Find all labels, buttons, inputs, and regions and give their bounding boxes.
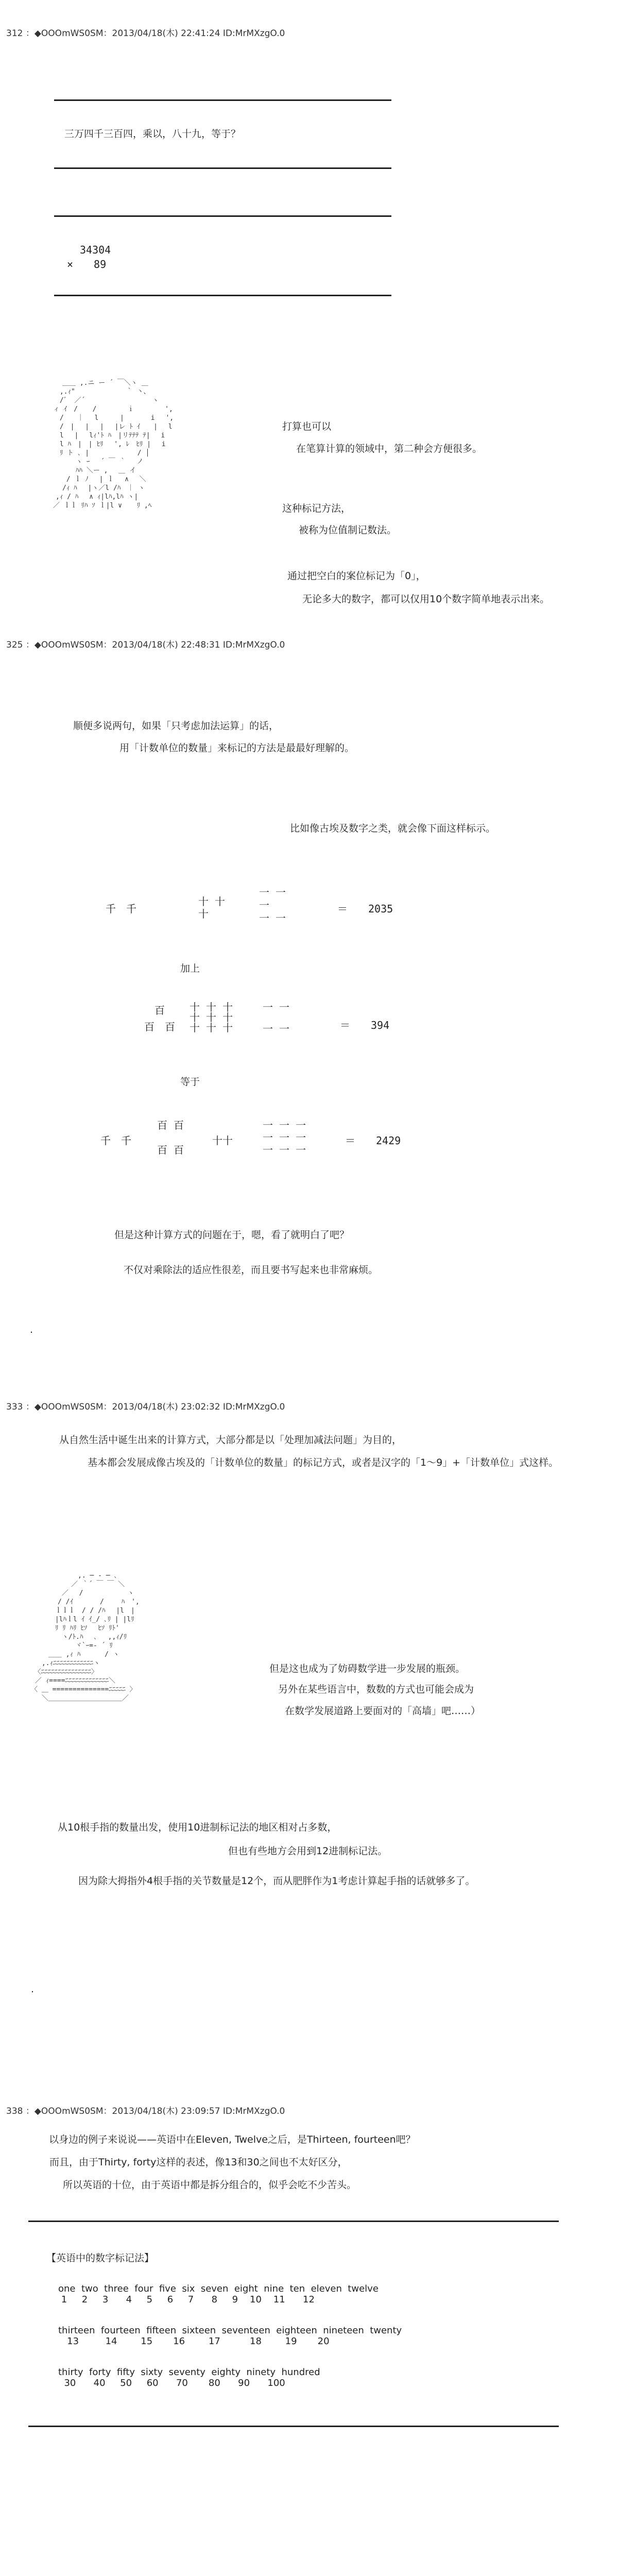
post-text-line: 但是这种计算方式的问题在于，嗯，看了就明白了吧？ xyxy=(114,1229,350,1241)
plus-label: 加上 xyxy=(180,963,200,974)
post-text-line: 但是这也成为了妨碍数学进一步发展的瓶颈。 xyxy=(269,1663,466,1674)
egyptian-ones: 一 一 一 一 xyxy=(263,1001,290,1035)
character-ascii-art: ,. ─ ‐ ─ ､ ／ ｀´ ￣ ￣ ＼ ／ / ヽ / /ｲ / ﾊ ', ｌｌｌ / / /ﾊ |l | |lﾊｌl ｲ ｲ_/ ､ﾘ | |lﾘ ﾘ ﾘ ﾊﾘ ﾋｿ ﾋｿ ﾘﾄ' ヽ/ﾄ.ﾊ ､ ,,ｨ/ﾘ ヾ`ｰ=‐ ´ ﾘ ＿＿ ,ｨ ﾊ / ヽ ,.ｨﾆﾆﾆﾆﾆﾆﾆﾆﾆﾆﾆﾆヽ 〈ﾆﾆﾆﾆﾆﾆﾆﾆﾆﾆﾆﾆﾆﾆﾆ〉 ／ ｨ====ﾆﾆﾆﾆﾆﾆﾆﾆﾆﾆﾆﾆﾆ＼ 〈 ＿ ==============ﾆﾆﾆﾆﾆ 〉 ＼＿＿＿＿＿＿＿＿＿＿＿／ xyxy=(31,1572,140,1702)
divider xyxy=(54,167,391,169)
post-text-line: 以身边的例子来说说——英语中在Eleven, Twelve之后，是Thirteen, fourteen吧？ xyxy=(49,2134,416,2145)
post-text-line: 在笔算计算的领域中，第二种会方便很多。 xyxy=(296,443,483,454)
post-text-line: 被称为位值制记数法。 xyxy=(299,524,397,536)
box-top-border xyxy=(28,2221,559,2222)
box-title: 【英语中的数字标记法】 xyxy=(46,2252,154,2264)
post-header: 338 ：◆OOOmWS0SM：2013/04/18(木) 23:09:57 ID:MrMXzgO.0 xyxy=(6,2106,285,2116)
post-text-line: 基本都会发展成像古埃及的「计数单位的数量」的标记方式，或者是汉字的「1～9」+「计数单位」式这样。 xyxy=(88,1457,559,1468)
egyptian-thousands: 千 千 xyxy=(106,903,136,915)
egyptian-ones: 一 一 一 一 一 xyxy=(259,886,286,924)
egyptian-ones: 一 一 一 一 一 一 一 一 一 xyxy=(263,1119,306,1156)
divider xyxy=(54,99,391,101)
english-words-row: thirteen fourteen fifteen sixteen seventeen eighteen nineteen twenty xyxy=(58,2325,402,2336)
multiplicand: 34304 xyxy=(80,244,111,256)
equation-result: ＝ 2429 xyxy=(345,1134,401,1147)
stray-dot: . xyxy=(30,1324,33,1335)
post-text-line: 顺便多说两句，如果「只考虑加法运算」的话， xyxy=(73,720,279,732)
post-text-line: 而且，由于Thirty, forty这样的表述，像13和30之间也不太好区分， xyxy=(49,2157,348,2168)
post-header: 312 ：◆OOOmWS0SM：2013/04/18(木) 22:41:24 ID:MrMXzgO.0 xyxy=(6,28,285,39)
egyptian-tens: 十十 xyxy=(212,1134,233,1147)
question-text: 三万四千三百四，乘以，八十九，等于？ xyxy=(64,128,241,140)
post-text-line: 从10根手指的数量出发，使用10进制标记法的地区相对占多数， xyxy=(58,1822,337,1833)
egyptian-tens: 十 十 十 十 十 十 十 十 十 xyxy=(190,1001,233,1034)
stray-dot: . xyxy=(31,1984,35,1995)
equation-result: ＝ 2035 xyxy=(337,903,393,915)
character-ascii-art: ＿＿ ,.ニ ー ´ ￣＼ヽ ＿ ,.ｨ" ｀ 丶、 /゛ ／´ ヽ ィ ｲ / / ｉ ', / ｜ l | i ', / | | | |レ ﾄ ｲ | l l | lｨ'ﾄ ﾊ |リﾃﾃﾃ ﾃ| i l ﾊ | | ﾋﾘ ', ﾚ ﾋﾘ | i ﾘ ト ､ | / │ ヽ ｰ ´ ￣ ｀ ノ ﾊﾊ ＼ー , ＿ イ / ｌ ﾉ | ｌ ∧ ＼ /ｨ ﾊ |ヽ／l /ﾊ ｜ ヽ ,ｨ / ﾊ ∧ ｨ|lﾊ,lﾊ ヽ| ／ ｌｌ ﾘﾊ ｿ ｌ|l ∨ ﾘ ,ﾍ xyxy=(53,379,174,510)
post-text-line: 无论多大的数字，都可以仅用10个数字简单地表示出来。 xyxy=(302,594,550,605)
english-words-row: one two three four five six seven eight nine ten eleven twelve xyxy=(58,2283,379,2294)
box-bottom-border xyxy=(28,2426,559,2427)
post-header: 333 ：◆OOOmWS0SM：2013/04/18(木) 23:02:32 ID:MrMXzgO.0 xyxy=(6,1402,285,1412)
egyptian-hundreds: 百 百 百 xyxy=(144,1004,175,1033)
number-row: 30 40 50 60 70 80 90 100 xyxy=(58,2378,285,2388)
divider xyxy=(54,215,391,217)
post-text-line: 这种标记方法， xyxy=(282,503,351,514)
post-text-line: 但也有些地方会用到12进制标记法。 xyxy=(228,1845,388,1857)
english-words-row: thirty forty fifty sixty seventy eighty ninety hundred xyxy=(58,2367,320,2378)
post-text-line: 所以英语的十位，由于英语中都是拆分组合的，似乎会吃不少苦头。 xyxy=(63,2179,357,2191)
post-header: 325 ：◆OOOmWS0SM：2013/04/18(木) 22:48:31 ID:MrMXzgO.0 xyxy=(6,640,285,650)
post-text-line: 比如像古埃及数字之类，就会像下面这样标示。 xyxy=(290,823,496,834)
post-text-line: 因为除大拇指外4根手指的关节数量是12个，而从肥胖作为1考虑计算起手指的话就够多了。 xyxy=(78,1875,475,1887)
multiplier: × 89 xyxy=(67,258,107,270)
post-text-line: 从自然生活中诞生出来的计算方式，大部分都是以「处理加减法问题」为目的， xyxy=(59,1434,402,1446)
post-text-line: 用「计数单位的数量」来标记的方法是最最好理解的。 xyxy=(119,742,355,754)
post-text-line: 打算也可以 xyxy=(282,421,332,432)
divider xyxy=(54,295,391,296)
equation-result: ＝ 394 xyxy=(340,1019,390,1031)
number-row: 13 14 15 16 17 18 19 20 xyxy=(58,2336,330,2347)
egyptian-hundreds: 百 百 百 百 xyxy=(157,1119,184,1156)
egyptian-tens: 十 十 十 xyxy=(198,895,226,920)
egyptian-thousands: 千 千 xyxy=(100,1134,131,1147)
post-text-line: 通过把空白的案位标记为「0」， xyxy=(287,570,426,582)
equals-label: 等于 xyxy=(180,1076,200,1088)
number-row: 1 2 3 4 5 6 7 8 9 10 11 12 xyxy=(58,2294,315,2305)
post-text-line: 不仅对乘除法的适应性很差，而且要书写起来也非常麻烦。 xyxy=(124,1264,379,1276)
post-text-line: 在数学发展道路上要面对的「高墙」吧……） xyxy=(285,1705,481,1717)
post-text-line: 另外在某些语言中，数数的方式也可能会成为 xyxy=(278,1684,474,1695)
